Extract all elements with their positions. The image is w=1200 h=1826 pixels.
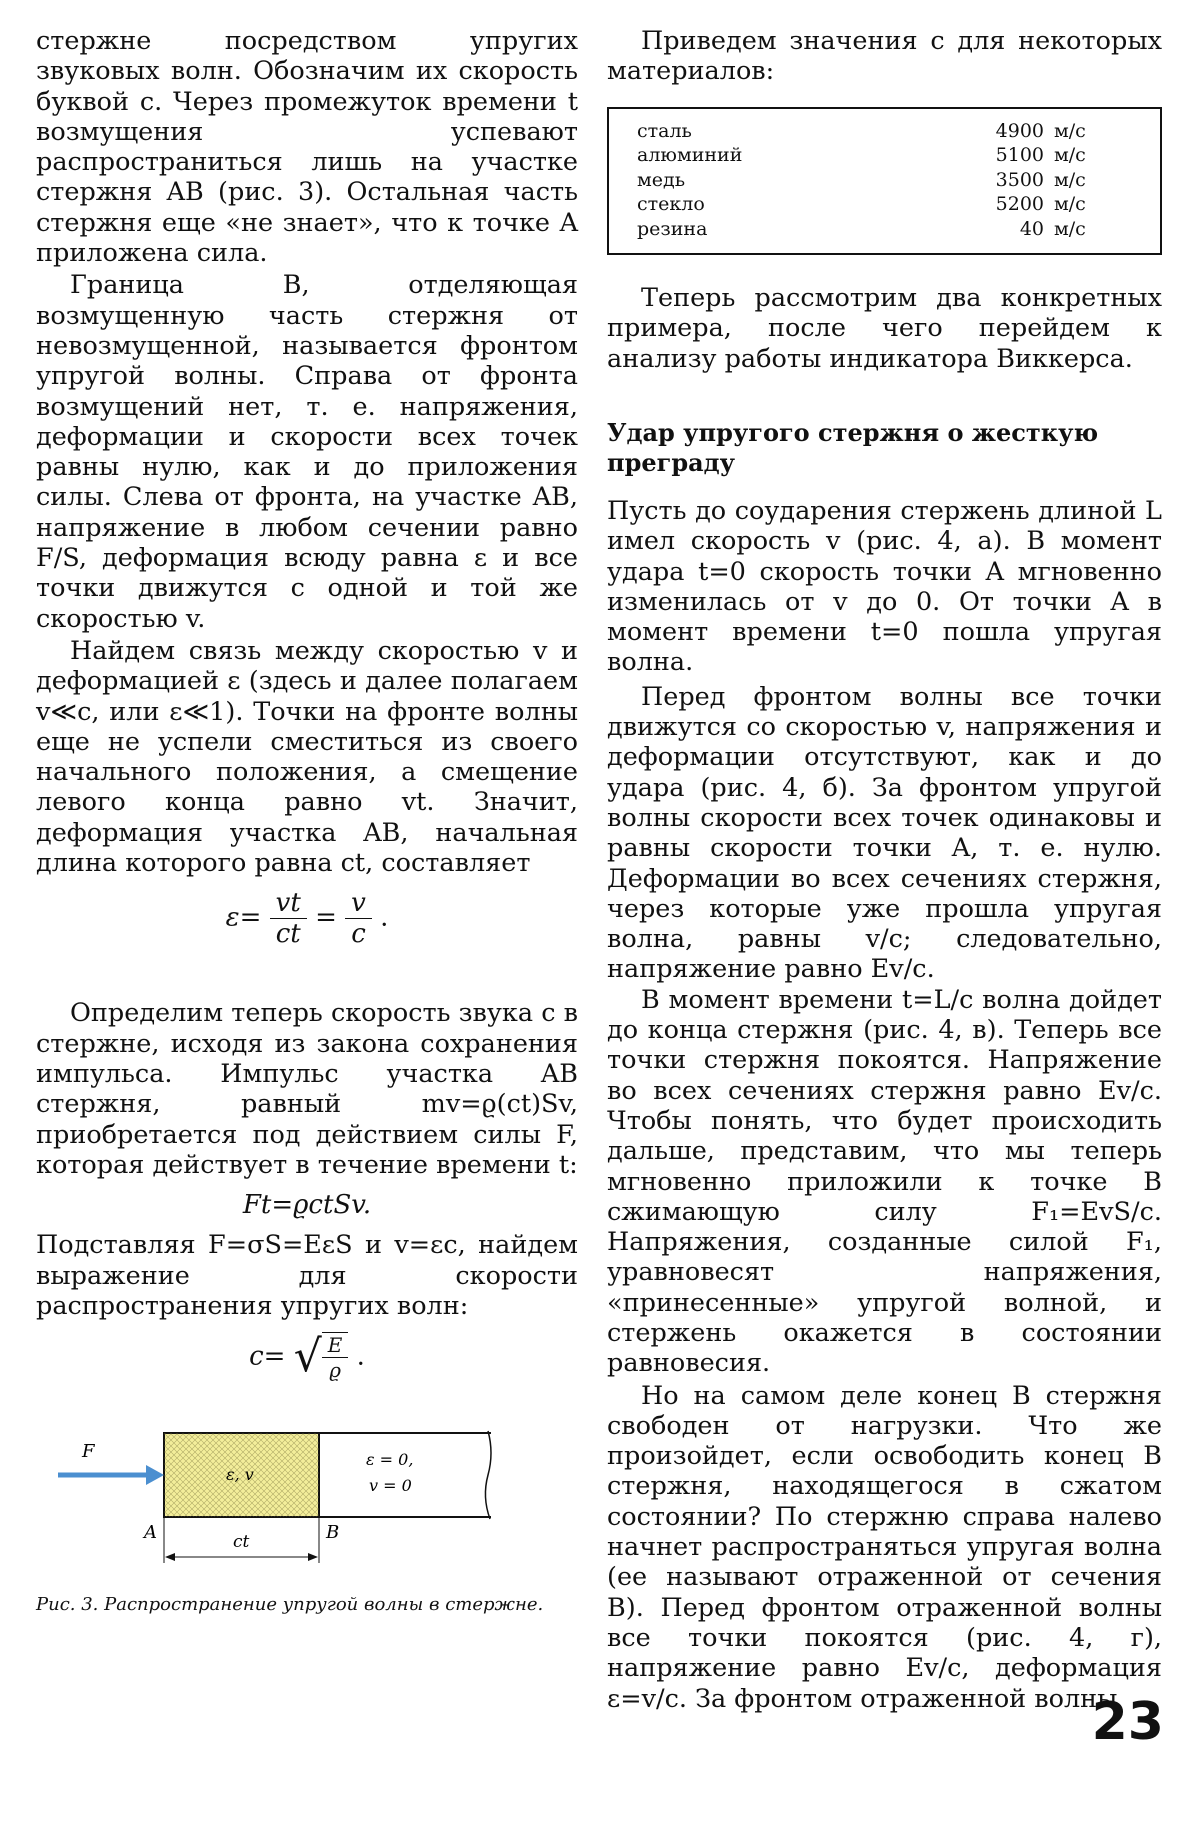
formula-strain-lhs: ε= [225,902,262,933]
force-arrow-head [146,1465,164,1485]
page-number: 23 [1091,1692,1164,1752]
right-paragraph-6: Но на самом деле конец B стержня свободен от нагрузки. Что же произойдет, если освободить конец B стержня, находящегося в сжатом состоянии? По стержню справа налево начнет распространяться упругая волна (ее называют отраженной от сечения B). Перед фронтом отраженной волны все точки покоятся (рис. 4, г), напряжение равно Ev/c, деформация ε=v/c. За фронтом отраженной волны [607,1380,1162,1714]
fraction-e-rho [322,1332,349,1382]
material-row [637,119,1144,144]
material-speed-value: 40 [1019,217,1044,240]
fraction-denominator: ct [275,919,301,950]
material-name: сталь [637,119,692,142]
fraction-denominator: c [351,919,366,950]
material-name: медь [637,168,686,191]
dimension-arrow-right [308,1553,318,1561]
figure-3-diagram [36,1413,578,1573]
label-v-zero: v = 0 [369,1476,412,1496]
label-force-F: F [82,1441,95,1463]
label-point-B: B [326,1522,340,1544]
rod-break-mark [485,1431,491,1519]
fraction-numerator: vt [270,888,307,919]
right-paragraph-2: Теперь рассмотрим два конкретных примера, после чего перейдем к анализу работы индикатора Виккерса. [607,283,1162,374]
material-name: резина [637,217,708,240]
material-row [637,168,1144,193]
label-point-A: A [144,1522,157,1544]
fraction-numerator: E [322,1333,349,1358]
material-speed-unit: м/с [1054,144,1086,167]
material-speed-value: 5200 [995,193,1044,216]
label-epsilon-v: ε, v [226,1465,254,1485]
sqrt-symbol: √ [293,1331,322,1383]
material-name: алюминий [637,144,743,167]
right-paragraph-5: В момент времени t=L/c волна дойдет до конца стержня (рис. 4, в). Теперь все точки стержня покоятся. Напряжение во всех сечениях стержня равно Ev/c. Чтобы понять, что будет происходить дальше, представим, что мы теперь мгновенно приложили к точке B сжимающую силу F₁=EvS/c. Напряжения, созданные силой F₁, уравновесят напряжения, «принесенные» упругой волной, и стержень окажется в состоянии равновесия. [607,984,1162,1379]
fraction-numerator: v [345,888,372,919]
right-paragraph-3: Пусть до соударения стержень длиной L имел скорость v (рис. 4, а). В момент удара t=0 скорость точки A мгновенно изменилась от v до 0. От точки A в момент времени t=0 пошла упругая волна. [607,495,1162,678]
fraction-denominator: ϱ [329,1357,341,1382]
left-paragraph-2: Граница B, отделяющая возмущенную часть стержня от невозмущенной, называется фронтом упругой волны. Справа от фронта возмущений нет, т. е. напряжения, деформации и скорости всех точек равны нулю, как и до приложения силы. Слева от фронта, на участке AB, напряжение в любом сечении равно F/S, деформация всюду равна ε и все точки движутся с одной и той же скоростью v. [36,270,578,634]
formula-period: . [380,902,389,933]
left-paragraph-4: Определим теперь скорость звука c в стержне, исходя из закона сохранения импульса. Импульс участка AB стержня, равный mv=ϱ(ct)Sv, приобретается под действием силы F, которая действует в течение времени t: [36,998,578,1180]
formula-wave-speed-lhs: c= [249,1341,286,1372]
material-speed-unit: м/с [1054,193,1086,216]
materials-table [607,107,1162,256]
material-speed-unit: м/с [1054,217,1086,240]
right-paragraph-4: Перед фронтом волны все точки движутся со скоростью v, напряжения и деформации отсутствуют, как и до удара (рис. 4, б). За фронтом упругой волны скорости всех точек одинаковы и равны скорости точки A, т. е. нулю. Деформации во всех сечениях стержня, через которые уже прошла упругая волна, равны v/c; следовательно, напряжение равно Ev/c. [607,681,1162,985]
fraction-vt-ct [270,888,307,949]
figure-3-caption: Рис. 3. Распространение упругой волны в стержне. [36,1594,544,1616]
material-row [637,143,1144,168]
formula-momentum: Ft=ϱctSv. [242,1190,372,1221]
material-speed-unit: м/с [1054,168,1086,191]
fraction-v-c [345,888,372,949]
right-paragraph-1: Приведем значения c для некоторых материалов: [607,26,1162,87]
material-speed-unit: м/с [1054,119,1086,142]
formula-strain [36,888,578,960]
material-speed-value: 3500 [995,168,1044,191]
left-column [36,26,578,1617]
label-epsilon-zero: ε = 0, [366,1450,414,1470]
formula-equals: = [315,902,337,933]
label-length-ct: ct [233,1532,250,1553]
left-paragraph-5: Подставляя F=σS=EεS и v=εc, найдем выражение для скорости распространения упругих волн: [36,1230,578,1321]
material-row [637,192,1144,217]
formula-wave-speed [36,1331,578,1407]
material-row [637,217,1144,242]
left-paragraph-1: стержне посредством упругих звуковых волн. Обозначим их скорость буквой c. Через промежуток времени t возмущения успевают распространиться лишь на участке стержня AB (рис. 3). Остальная часть стержня еще «не знает», что к точке A приложена сила. [36,26,578,269]
left-paragraph-3: Найдем связь между скоростью v и деформацией ε (здесь и далее полагаем v≪c, или ε≪1). Точки на фронте волны еще не успели сместиться из своего начального положения, а смещение левого конца равно vt. Значит, деформация участка AB, начальная длина которого равна ct, составляет [36,635,578,879]
formula-period: . [356,1341,365,1372]
material-speed-value: 4900 [995,119,1044,142]
section-heading: Удар упругого стержня о жесткую преграду [607,417,1099,477]
material-name: стекло [637,193,705,216]
right-column [607,26,1162,1714]
dimension-arrow-left [165,1553,175,1561]
material-speed-value: 5100 [995,144,1044,167]
